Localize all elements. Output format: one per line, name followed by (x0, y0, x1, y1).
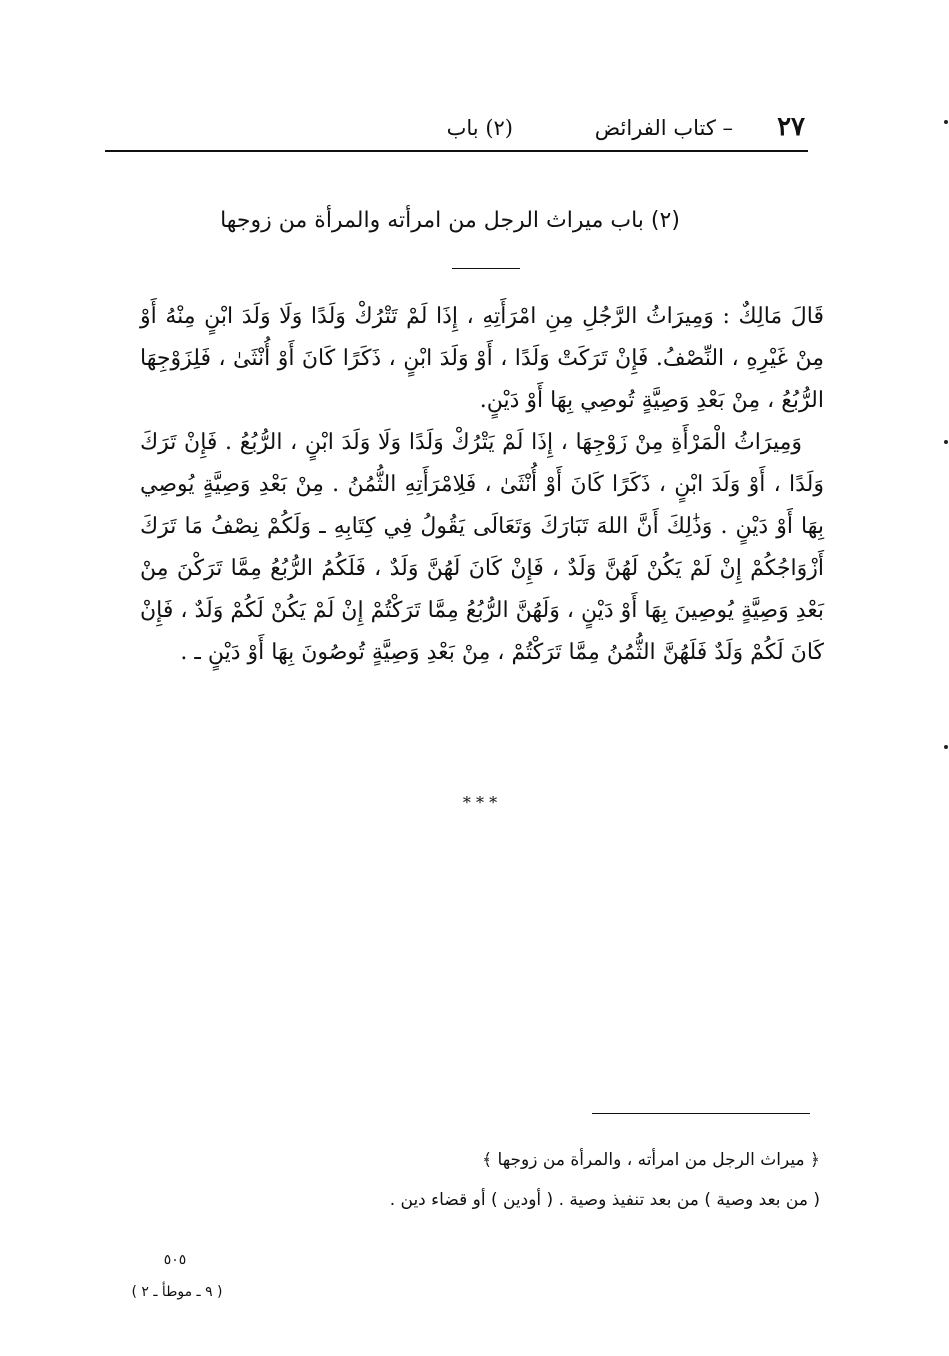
title-rule (452, 268, 520, 269)
paragraph-wife-inheritance: وَمِيرَاثُ الْمَرْأَةِ مِنْ زَوْجِهَا ، إِذَا لَمْ يَتْرُكْ وَلَدًا وَلَا وَلَدَ ابْنٍ ، الرُّبُعُ . فَإِنْ تَرَكَ وَلَدًا ، أَوْ وَلَدَ ابْنٍ ، ذَكَرًا كَانَ أَوْ أُنْثَىٰ ، فَلِامْرَأَتِهِ الثُّمُنُ . مِنْ بَعْدِ وَصِيَّةٍ يُوصِي بِهَا أَوْ دَيْنٍ . وَذَٰلِكَ أَنَّ اللهَ تَبَارَكَ وَتَعَالَى يَقُولُ فِي كِتَابِهِ ـ وَلَكُمْ نِصْفُ مَا تَرَكَ أَزْوَاجُكُمْ إِنْ لَمْ يَكُنْ لَهُنَّ وَلَدٌ ، فَإِنْ كَانَ لَهُنَّ وَلَدٌ ، فَلَكُمُ الرُّبُعُ مِمَّا تَرَكْنَ مِنْ بَعْدِ وَصِيَّةٍ يُوصِينَ بِهَا أَوْ دَيْنٍ ، وَلَهُنَّ الرُّبُعُ مِمَّا تَرَكْتُمْ إِنْ لَمْ يَكُنْ لَكُمْ وَلَدٌ ، فَإِنْ كَانَ لَكُمْ وَلَدٌ فَلَهُنَّ الثُّمُنُ مِمَّا تَرَكْتُمْ ، مِنْ بَعْدِ وَصِيَّةٍ تُوصُونَ بِهَا أَوْ دَيْنٍ ـ . (140, 430, 824, 665)
book-title: – كتاب الفرائض (594, 116, 733, 140)
paragraph-husband-inheritance: قَالَ مَالِكٌ : وَمِيرَاثُ الرَّجُلِ مِنِ امْرَأَتِهِ ، إِذَا لَمْ تَتْرُكْ وَلَدًا وَلَا وَلَدَ ابْنٍ مِنْهُ أَوْ مِنْ غَيْرِهِ ، النِّصْفُ. فَإِنْ تَرَكَتْ وَلَدًا ، أَوْ وَلَدَ ابْنٍ ، ذَكَرًا كَانَ أَوْ أُنْثَىٰ ، فَلِزَوْجِهَا الرُّبُعُ ، مِنْ بَعْدِ وَصِيَّةٍ تُوصِي بِهَا أَوْ دَيْنٍ. (140, 304, 824, 413)
chapter-label: (٢) باب (446, 116, 513, 140)
main-text (140, 296, 824, 674)
page-number: ٢٧ (777, 112, 805, 142)
page-header (105, 112, 805, 152)
footnote-glosses: ( من بعد وصية ) من بعد تنفيذ وصية . ( أودين ) أو قضاء دين . (389, 1190, 820, 1210)
footnotes (240, 1140, 820, 1220)
section-separator: * * * (462, 793, 498, 812)
section-title: (٢) باب ميراث الرجل من امرأته والمرأة من زوجها (220, 208, 680, 233)
footnote-rule (592, 1113, 810, 1114)
scan-speck (944, 440, 948, 444)
header-rule (105, 150, 808, 152)
scan-speck (944, 745, 948, 749)
printer-signature: ( ٩ ـ موطأ ـ ٢ ) (131, 1284, 223, 1300)
footnote-heading: ﴿ ميراث الرجل من امرأته ، والمرأة من زوجها ﴾ (482, 1150, 820, 1170)
scan-speck (944, 120, 948, 124)
page-folio: ٥٠٥ (163, 1252, 187, 1268)
